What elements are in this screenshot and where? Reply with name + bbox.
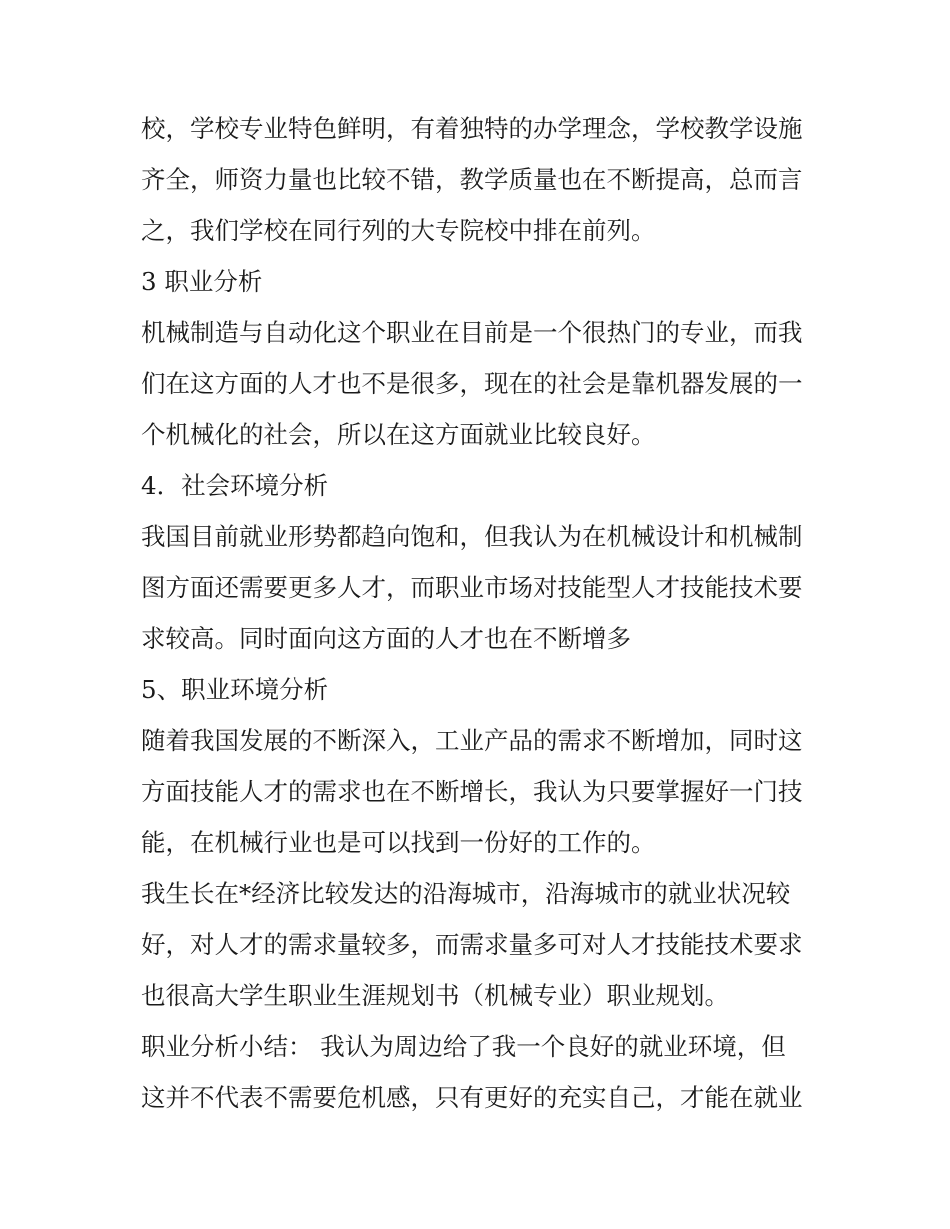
text-line: 求较高。同时面向这方面的人才也在不断增多 (141, 624, 631, 653)
text-line: 我生长在*经济比较发达的沿海城市，沿海城市的就业状况较 (141, 879, 791, 908)
section-heading: 5、职业环境分析 (141, 675, 329, 704)
body-text (141, 103, 821, 1123)
text-line: 职业分析小结： 我认为周边给了我一个良好的就业环境，但 (141, 1032, 786, 1061)
text-line: 好，对人才的需求量较多，而需求量多可对人才技能技术要求 (141, 930, 803, 959)
text-line: 能，在机械行业也是可以找到一份好的工作的。 (141, 828, 656, 857)
text-line: 之，我们学校在同行列的大专院校中排在前列。 (141, 216, 656, 245)
text-line: 们在这方面的人才也不是很多，现在的社会是靠机器发展的一 (141, 369, 803, 398)
text-line: 图方面还需要更多人才，而职业市场对技能型人才技能技术要 (141, 573, 803, 602)
text-line: 我国目前就业形势都趋向饱和，但我认为在机械设计和机械制 (141, 522, 803, 551)
text-line: 随着我国发展的不断深入，工业产品的需求不断增加，同时这 (141, 726, 803, 755)
text-line: 机械制造与自动化这个职业在目前是一个很热门的专业，而我 (141, 318, 803, 347)
text-line: 方面技能人才的需求也在不断增长，我认为只要掌握好一门技 (141, 777, 803, 806)
text-line: 校，学校专业特色鲜明，有着独特的办学理念，学校教学设施 (141, 114, 803, 143)
text-line: 这并不代表不需要危机感，只有更好的充实自己，才能在就业 (141, 1083, 803, 1112)
text-line: 也很高大学生职业生涯规划书（机械专业）职业规划。 (141, 981, 729, 1010)
text-line: 齐全，师资力量也比较不错，教学质量也在不断提高，总而言 (141, 165, 803, 194)
text-line: 个机械化的社会，所以在这方面就业比较良好。 (141, 420, 656, 449)
section-heading: 3 职业分析 (141, 267, 263, 296)
section-heading: 4．社会环境分析 (141, 471, 329, 500)
